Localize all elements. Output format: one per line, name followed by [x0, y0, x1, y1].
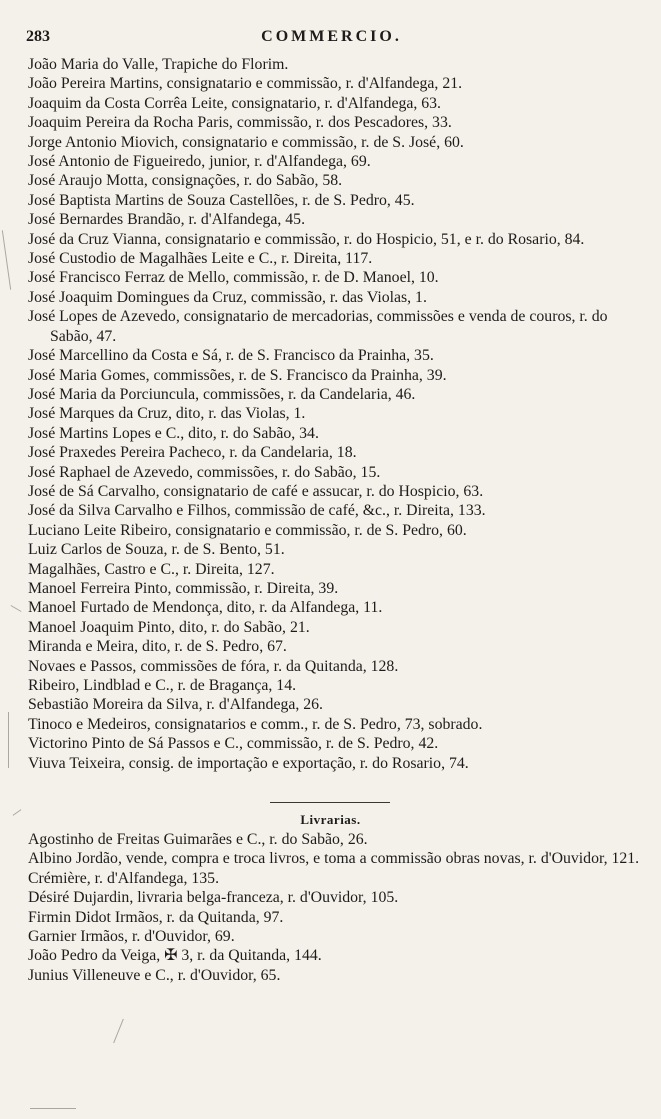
livrarias-entries [28, 830, 648, 985]
entry: Luiz Carlos de Souza, r. de S. Bento, 51. [28, 541, 285, 559]
entry: José Martins Lopes e C., dito, r. do Sabão, 34. [28, 424, 319, 442]
entry: José Marques da Cruz, dito, r. das Violas, 1. [28, 405, 306, 423]
entry: José de Sá Carvalho, consignatario de café e assucar, r. do Hospicio, 63. [28, 482, 484, 500]
entry: Désiré Dujardin, livraria belga-franceza, r. d'Ouvidor, 105. [28, 889, 399, 907]
entry: Jorge Antonio Miovich, consignatario e commissão, r. de S. José, 60. [28, 133, 464, 151]
entry: José Joaquim Domingues da Cruz, commissão, r. das Violas, 1. [28, 288, 427, 306]
entry: Magalhães, Castro e C., r. Direita, 127. [28, 560, 275, 578]
entry: José Francisco Ferraz de Mello, commissão, r. de D. Manoel, 10. [28, 269, 439, 287]
entry: José da Cruz Vianna, consignatario e commissão, r. do Hospicio, 51, e r. do Rosario, 84. [28, 230, 585, 248]
section-title: Livrarias. [300, 812, 361, 827]
entry: José Antonio de Figueiredo, junior, r. d'Alfandega, 69. [28, 153, 371, 171]
entry: José Praxedes Pereira Pacheco, r. da Candelaria, 18. [28, 444, 357, 462]
entry: Junius Villeneuve e C., r. d'Ouvidor, 65. [28, 966, 281, 984]
entry: João Maria do Valle, Trapiche do Florim. [28, 56, 289, 73]
entry: Luciano Leite Ribeiro, consignatario e commissão, r. de S. Pedro, 60. [28, 521, 467, 539]
commerce-entries [28, 55, 648, 773]
entry: Ribeiro, Lindblad e C., r. de Bragança, 14. [28, 677, 297, 694]
entry: José Bernardes Brandão, r. d'Alfandega, 45. [28, 211, 306, 229]
entry: José Raphael de Azevedo, commissões, r. do Sabão, 15. [28, 463, 381, 481]
pencil-mark [30, 1108, 76, 1109]
entry: Manoel Furtado de Mendonça, dito, r. da Alfandega, 11. [28, 599, 383, 617]
entry: Manoel Ferreira Pinto, commissão, r. Direita, 39. [28, 579, 339, 597]
entry: José Custodio de Magalhães Leite e C., r. Direita, 117. [28, 250, 373, 268]
running-head: COMMERCIO. [261, 28, 402, 45]
entry: Joaquim Pereira da Rocha Paris, commissão, r. dos Pescadores, 33. [28, 114, 452, 132]
entry: José Maria da Porciuncula, commissões, r. da Candelaria, 46. [28, 385, 416, 403]
page-header [26, 26, 637, 50]
pencil-mark [113, 1019, 124, 1043]
pencil-mark [2, 230, 11, 290]
entry: Tinoco e Medeiros, consignatarios e comm., r. de S. Pedro, 73, sobrado. [28, 715, 483, 733]
pencil-mark [11, 605, 22, 612]
entry: Miranda e Meira, dito, r. de S. Pedro, 67. [28, 638, 287, 656]
entry: Novaes e Passos, commissões de fóra, r. da Quitanda, 128. [28, 657, 399, 675]
page-number: 283 [26, 28, 50, 45]
pencil-mark [8, 712, 9, 768]
entry: João Pedro da Veiga, ✠ 3, r. da Quitanda, 144. [28, 947, 322, 965]
entry: José da Silva Carvalho e Filhos, commissão de café, &c., r. Direita, 133. [28, 502, 486, 520]
entry: José Baptista Martins de Souza Castellões, r. de S. Pedro, 45. [28, 191, 415, 209]
entry: Garnier Irmãos, r. d'Ouvidor, 69. [28, 928, 235, 946]
entry: Firmin Didot Irmãos, r. da Quitanda, 97. [28, 908, 284, 926]
entry: João Pereira Martins, consignatario e commissão, r. d'Alfandega, 21. [28, 75, 463, 93]
entry: Crémière, r. d'Alfandega, 135. [28, 869, 220, 887]
entry: Victorino Pinto de Sá Passos e C., commissão, r. de S. Pedro, 42. [28, 735, 439, 753]
section-divider [270, 802, 390, 803]
entry: Viuva Teixeira, consig. de importação e exportação, r. do Rosario, 74. [28, 754, 469, 772]
entry: Agostinho de Freitas Guimarães e C., r. do Sabão, 26. [28, 831, 368, 848]
entry: José Araujo Motta, consignações, r. do Sabão, 58. [28, 172, 343, 190]
entry: Manoel Joaquim Pinto, dito, r. do Sabão, 21. [28, 618, 310, 636]
entry: Albino Jordão, vende, compra e troca livros, e toma a commissão obras novas, r. d'Ouvidor, 121. [28, 850, 640, 868]
entry: José Lopes de Azevedo, consignatario de mercadorias, commissões e venda de couros, r. do Sabão, 47. [28, 308, 608, 345]
entry: Sebastião Moreira da Silva, r. d'Alfandega, 26. [28, 696, 324, 714]
entry: Joaquim da Costa Corrêa Leite, consignatario, r. d'Alfandega, 63. [28, 94, 442, 112]
entry: José Maria Gomes, commissões, r. de S. Francisco da Prainha, 39. [28, 366, 447, 384]
entry: José Marcellino da Costa e Sá, r. de S. Francisco da Prainha, 35. [28, 347, 434, 365]
